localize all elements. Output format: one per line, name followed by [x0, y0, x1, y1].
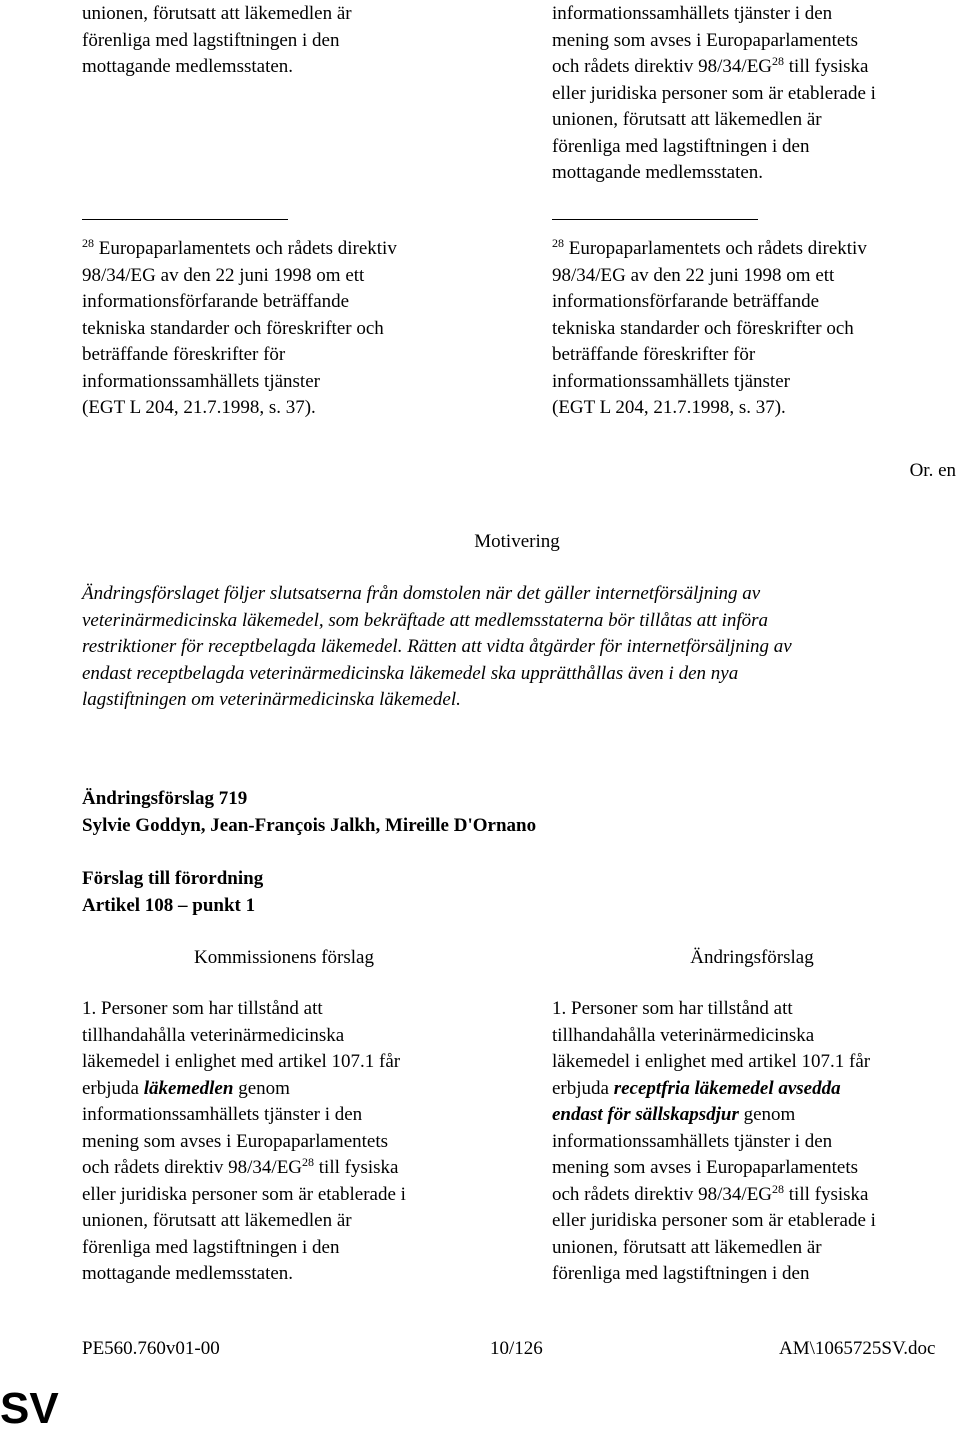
text-line: [552, 54, 952, 81]
amendment-number: Ändringsförslag 719: [82, 788, 248, 809]
commission-text: [82, 996, 492, 1288]
text-line: [82, 1076, 492, 1103]
footnote-line: 98/34/EG av den 22 juni 1998 om ett: [552, 264, 835, 286]
footnote-ref: 28: [772, 54, 785, 68]
top-right-continuation: [552, 1, 952, 187]
footnote-separator-right: [552, 219, 758, 220]
text-line: mening som avses i Europaparlamentets: [82, 1130, 389, 1152]
text-line: 1. Personer som har tillstånd att: [552, 998, 793, 1019]
text-line: [552, 1182, 952, 1209]
text-fragment: till fysiska: [784, 1183, 869, 1205]
text-line: informationssamhällets tjänster i den: [82, 1104, 363, 1125]
footnote-line: tekniska standarder och föreskrifter och: [82, 317, 384, 339]
text-fragment: erbjuda: [82, 1077, 144, 1099]
footnote-line: informationsförfarande beträffande: [552, 291, 820, 312]
column-title-amendment: Ändringsförslag: [690, 947, 814, 968]
text-line: tillhandahålla veterinärmedicinska: [82, 1024, 345, 1046]
footnote-line: 98/34/EG av den 22 juni 1998 om ett: [82, 264, 365, 286]
proposal-title: Förslag till förordning: [82, 868, 264, 889]
text-line: unionen, förutsatt att läkemedlen är: [82, 1210, 352, 1231]
text-fragment: Europaparlamentets och rådets direktiv: [564, 238, 867, 259]
text-line: eller juridiska personer som är etablerade i: [552, 1210, 876, 1231]
footnote-line: informationssamhällets tjänster: [82, 370, 320, 392]
original-language: Or. en: [909, 460, 956, 481]
footnote-line: [552, 236, 952, 263]
footnote-line: informationsförfarande beträffande: [82, 291, 350, 312]
footnote-right: [552, 236, 952, 422]
text-line: mottagande medlemsstaten.: [82, 1263, 294, 1284]
footnote-line: (EGT L 204, 21.7.1998, s. 37).: [82, 397, 316, 418]
text-line: förenliga med lagstiftningen i den: [82, 29, 340, 51]
justification-line: lagstiftningen om veterinärmedicinska läkemedel.: [82, 689, 461, 710]
text-fragment: erbjuda: [552, 1077, 614, 1099]
text-fragment: och rådets direktiv 98/34/EG: [82, 1157, 303, 1178]
language-code: SV: [0, 1384, 59, 1433]
text-line: mening som avses i Europaparlamentets: [552, 29, 859, 51]
text-fragment: genom: [738, 1104, 796, 1125]
justification-line: Ändringsförslaget följer slutsatserna från domstolen när det gäller internetförsäljning av: [82, 583, 761, 604]
text-fragment: och rådets direktiv 98/34/EG: [552, 1183, 773, 1205]
text-fragment: till fysiska: [314, 1157, 399, 1178]
text-fragment: genom: [233, 1077, 290, 1099]
footnote-line: beträffande föreskrifter för: [82, 344, 286, 365]
footnote-left: [82, 236, 492, 422]
inserted-text: receptfria läkemedel avsedda: [613, 1077, 841, 1099]
footnote-line: informationssamhällets tjänster: [552, 370, 790, 392]
footer-file-name: AM\1065725SV.doc: [779, 1338, 936, 1359]
text-fragment: till fysiska: [784, 56, 869, 77]
footnote-line: beträffande föreskrifter för: [552, 344, 756, 365]
justification-line: restriktioner för receptbelagda läkemedel. Rätten att vidta åtgärder för internetförsäljning av: [82, 636, 792, 657]
text-line: förenliga med lagstiftningen i den: [552, 135, 810, 157]
text-line: mening som avses i Europaparlamentets: [552, 1157, 859, 1178]
text-line: eller juridiska personer som är etablerade i: [552, 82, 876, 104]
text-line: informationssamhällets tjänster i den: [552, 1130, 833, 1152]
top-left-continuation: [82, 1, 492, 81]
footnote-separator-left: [82, 219, 288, 220]
footnote-number: 28: [552, 236, 564, 250]
column-title-commission: Kommissionens förslag: [194, 947, 374, 968]
text-fragment: Europaparlamentets och rådets direktiv: [94, 238, 397, 259]
justification-line: veterinärmedicinska läkemedel, som bekräftade att medlemsstaterna bör tillåtas att införa: [82, 609, 769, 631]
footnote-line: [82, 236, 492, 263]
text-line: [82, 1155, 492, 1182]
article-reference: Artikel 108 – punkt 1: [82, 895, 256, 916]
text-line: unionen, förutsatt att läkemedlen är: [552, 109, 822, 130]
footnote-number: 28: [82, 236, 94, 250]
text-line: informationssamhällets tjänster i den: [552, 3, 833, 24]
inserted-text: endast för sällskapsdjur: [552, 1104, 739, 1125]
deleted-text: läkemedlen: [143, 1077, 234, 1099]
footer-page-number: 10/126: [490, 1338, 543, 1359]
text-line: mottagande medlemsstaten.: [82, 56, 294, 77]
text-line: läkemedel i enlighet med artikel 107.1 får: [82, 1051, 401, 1072]
footer-document-number: PE560.760v01-00: [82, 1338, 220, 1359]
footnote-line: tekniska standarder och föreskrifter och: [552, 317, 854, 339]
text-line: eller juridiska personer som är etablerade i: [82, 1183, 406, 1205]
text-line: 1. Personer som har tillstånd att: [82, 998, 323, 1019]
footnote-ref: 28: [772, 1181, 785, 1196]
text-line: tillhandahålla veterinärmedicinska: [552, 1024, 815, 1046]
text-line: unionen, förutsatt att läkemedlen är: [82, 3, 352, 24]
text-fragment: och rådets direktiv 98/34/EG: [552, 56, 773, 77]
justification-title: Motivering: [474, 531, 560, 552]
text-line: [552, 1102, 952, 1129]
footnote-line: (EGT L 204, 21.7.1998, s. 37).: [552, 397, 786, 418]
text-line: förenliga med lagstiftningen i den: [82, 1236, 340, 1258]
footnote-ref: 28: [302, 1155, 315, 1169]
justification-line: endast receptbelagda veterinärmedicinska läkemedel ska upprätthållas även i den nya: [82, 662, 739, 684]
justification-text: [82, 581, 956, 714]
amendment-authors: Sylvie Goddyn, Jean-François Jalkh, Mireille D'Ornano: [82, 815, 537, 836]
amendment-text: [552, 996, 952, 1288]
text-line: unionen, förutsatt att läkemedlen är: [552, 1236, 822, 1258]
text-line: förenliga med lagstiftningen i den: [552, 1263, 810, 1284]
text-line: läkemedel i enlighet med artikel 107.1 får: [552, 1051, 871, 1072]
text-line: [552, 1076, 952, 1103]
text-line: mottagande medlemsstaten.: [552, 162, 764, 183]
